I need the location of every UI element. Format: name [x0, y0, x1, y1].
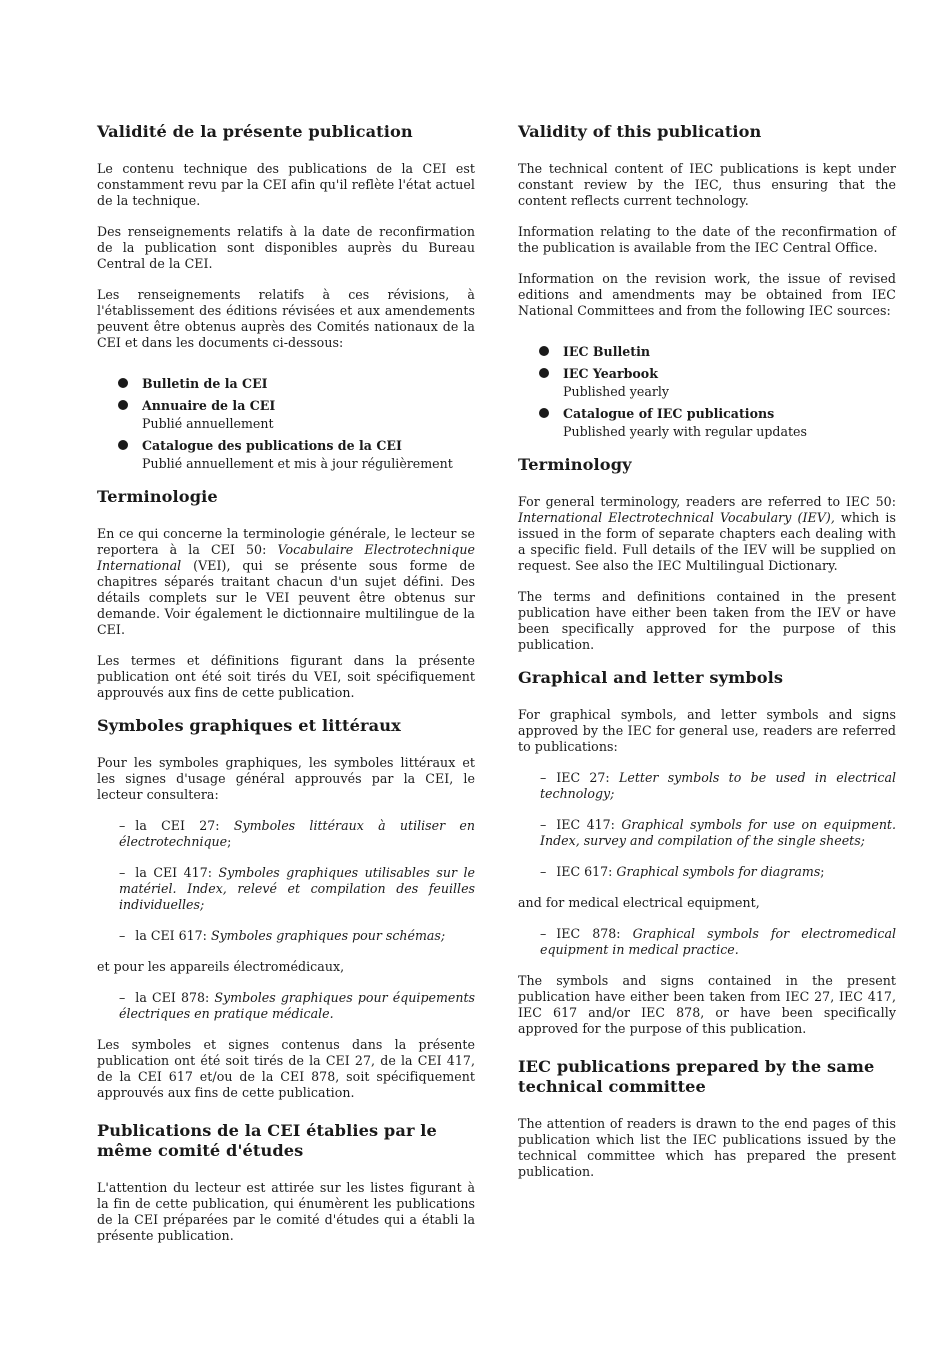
- fr-validity-p3: Les renseignements relatifs à ces révisions, à l'établissement des éditions révisées et aux amendements peuvent être obtenus auprès des Comités nationaux de la CEI et dans les documents ci-dessous:: [97, 287, 475, 350]
- bullet-icon: [118, 440, 128, 450]
- en-symbols-heading: Graphical and letter symbols: [518, 668, 784, 687]
- en-terminology-p2: The terms and definitions contained in the present publication have either been taken from the IEV or have been specifically approved for the purpose of this publication.: [518, 589, 896, 652]
- en-symbol-ref-item: – IEC 27: Letter symbols to be used in electrical technology;: [540, 770, 896, 801]
- list-item: IEC Yearbook Published yearly: [518, 365, 896, 401]
- fr-terminology-p2: Les termes et définitions figurant dans la présente publication ont été soit tirés du VEI, soit spécifiquement approuvés aux fins de cette publication.: [97, 653, 475, 700]
- fr-symbols-heading: Symboles graphiques et littéraux: [97, 716, 401, 735]
- en-symbol-ref-item: – IEC 878: Graphical symbols for electromedical equipment in medical practice.: [540, 926, 897, 957]
- bullet-icon: [118, 400, 128, 410]
- fr-symbol-ref-item: – la CEI 27: Symboles littéraux à utiliser en électrotechnique;: [119, 818, 475, 849]
- fr-validity-p1: Le contenu technique des publications de la CEI est constamment revu par la CEI afin qu'il reflète l'état actuel de la technique.: [97, 161, 475, 208]
- en-validity-p1: The technical content of IEC publications is kept under constant review by the IEC, thus ensuring that the content reflects current technology.: [518, 161, 896, 208]
- fr-sources-list: [97, 375, 475, 473]
- fr-symbols-p1: Pour les symboles graphiques, les symboles littéraux et les signes d'usage général approuvés par la CEI, le lecteur consultera:: [97, 755, 475, 802]
- en-symbol-ref-item: – IEC 617: Graphical symbols for diagrams;: [540, 864, 825, 879]
- fr-terminology-p1: En ce qui concerne la terminologie générale, le lecteur se reportera à la CEI 50: Vocabulaire Electrotechnique International (VEI), qui se présente sous forme de chapitres séparés traitant chacun d'un sujet défini. Des détails complets sur le VEI peuvent être obtenus sur demande. Voir également le dictionnaire multilingue de la CEI.: [97, 526, 475, 637]
- bullet-icon: [118, 378, 128, 388]
- bullet-icon: [539, 408, 549, 418]
- fr-validity-heading: Validité de la présente publication: [97, 122, 413, 141]
- en-validity-p2: Information relating to the date of the reconfirmation of the publication is available from the IEC Central Office.: [518, 224, 896, 255]
- en-validity-p3: Information on the revision work, the issue of revised editions and amendments may be obtained from IEC National Committees and from the following IEC sources:: [518, 271, 896, 318]
- en-publications-heading: IEC publications prepared by the same technical committee: [518, 1057, 875, 1096]
- fr-terminology-heading: Terminologie: [97, 487, 218, 506]
- english-column: [518, 122, 896, 1195]
- en-publications-p1: The attention of readers is drawn to the end pages of this publication which list the IEC publications issued by the technical committee which has prepared the present publication.: [518, 1116, 896, 1179]
- en-validity-heading: Validity of this publication: [518, 122, 762, 141]
- en-sources-list: [518, 343, 896, 441]
- fr-symbol-ref-item: – la CEI 878: Symboles graphiques pour équipements électriques en pratique médicale.: [119, 990, 475, 1021]
- list-item: IEC Bulletin: [518, 343, 896, 361]
- en-symbol-ref-item: – IEC 417: Graphical symbols for use on equipment. Index, survey and compilation of the single sheets;: [540, 817, 896, 848]
- bullet-icon: [539, 346, 549, 356]
- list-item: Annuaire de la CEI Publié annuellement: [97, 397, 475, 433]
- en-symbols-p3: The symbols and signs contained in the present publication have either been taken from IEC 27, IEC 417, IEC 617 and/or IEC 878, or have been specifically approved for the purpose of this publication.: [518, 973, 896, 1036]
- fr-symbols-p3: Les symboles et signes contenus dans la présente publication ont été soit tirés de la CEI 27, de la CEI 417, de la CEI 617 et/ou de la CEI 878, soit spécifiquement approuvés aux fins de cette publication.: [97, 1037, 475, 1100]
- list-item: Bulletin de la CEI: [97, 375, 475, 393]
- fr-publications-p1: L'attention du lecteur est attirée sur les listes figurant à la fin de cette publication, qui énumèrent les publications de la CEI préparées par le comité d'études qui a établi la présente publication.: [97, 1180, 475, 1243]
- fr-validity-p2: Des renseignements relatifs à la date de reconfirmation de la publication sont disponibles auprès du Bureau Central de la CEI.: [97, 224, 475, 271]
- french-column: [97, 122, 475, 1259]
- en-symbols-p2: and for medical electrical equipment,: [518, 895, 760, 910]
- list-item: Catalogue of IEC publications Published yearly with regular updates: [518, 405, 896, 441]
- list-item: Catalogue des publications de la CEI Publié annuellement et mis à jour régulièrement: [97, 437, 475, 473]
- en-terminology-heading: Terminology: [518, 455, 632, 474]
- en-symbols-p1: For graphical symbols, and letter symbols and signs approved by the IEC for general use, readers are referred to publications:: [518, 707, 896, 754]
- fr-symbols-p2: et pour les appareils électromédicaux,: [97, 959, 345, 974]
- fr-symbol-ref-item: – la CEI 417: Symboles graphiques utilisables sur le matériel. Index, relevé et compilation des feuilles individuelles;: [119, 865, 475, 912]
- fr-symbol-ref-item: – la CEI 617: Symboles graphiques pour schémas;: [119, 928, 446, 943]
- en-terminology-p1: For general terminology, readers are referred to IEC 50: International Electrotechnical Vocabulary (IEV), which is issued in the form of separate chapters each dealing with a specific field. Full details of the IEV will be supplied on request. See also the IEC Multilingual Dictionary.: [518, 494, 897, 573]
- fr-publications-heading: Publications de la CEI établies par le même comité d'études: [97, 1121, 437, 1160]
- bullet-icon: [539, 368, 549, 378]
